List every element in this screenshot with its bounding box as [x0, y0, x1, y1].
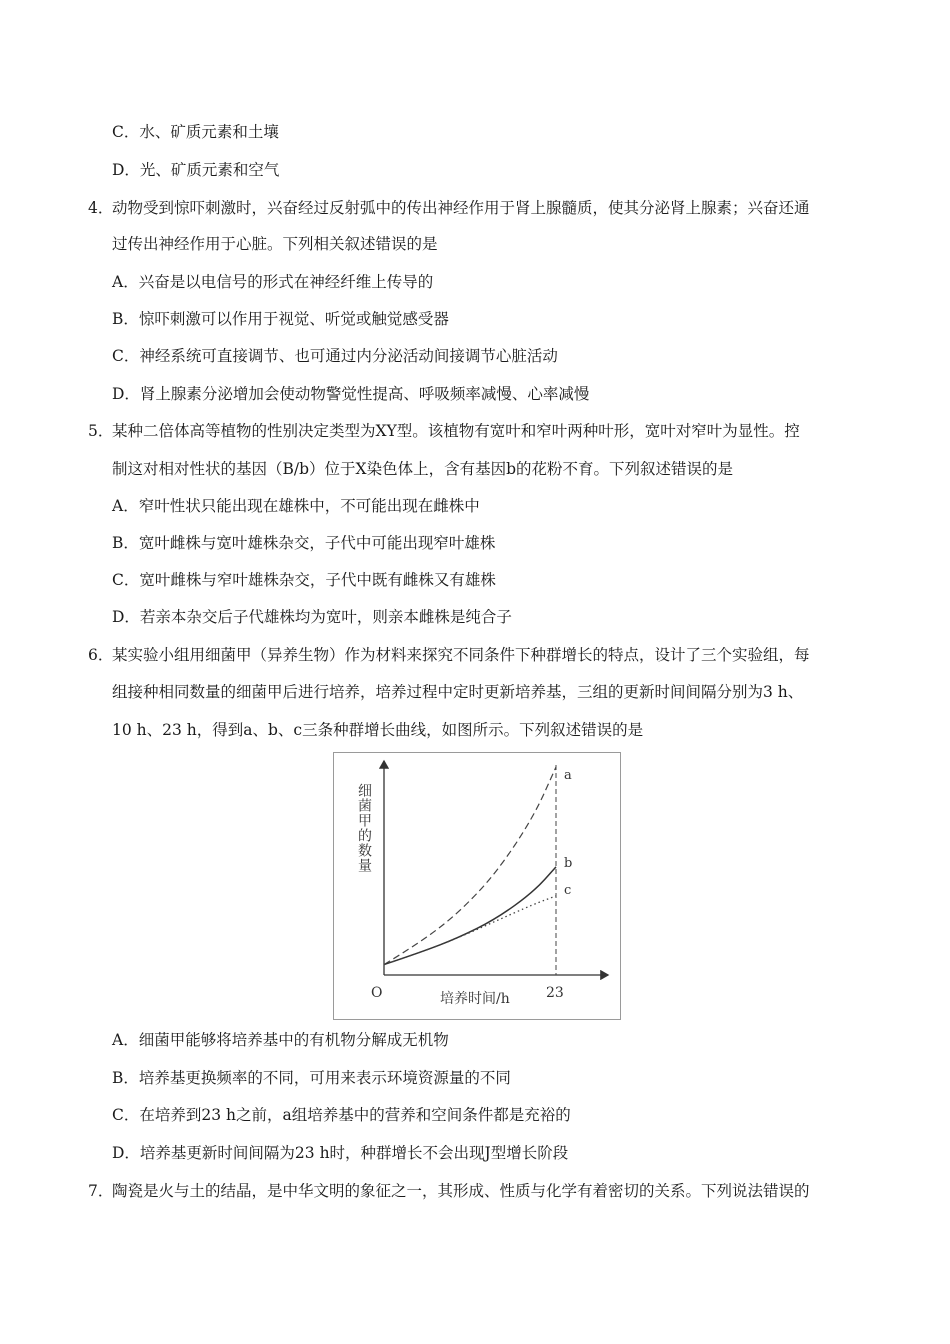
q5-option-a: A．窄叶性状只能出现在雄株中，不可能出现在雌株中 — [112, 497, 480, 515]
q6-stem-line1: 某实验小组用细菌甲（异养生物）作为材料来探究不同条件下种群增长的特点，设计了三个实验组，每 — [112, 646, 810, 664]
q4-stem-line1: 动物受到惊吓刺激时，兴奋经过反射弧中的传出神经作用于肾上腺髓质，使其分泌肾上腺素；兴奋还通 — [112, 199, 810, 217]
q6-option-b: B．培养基更换频率的不同，可用来表示环境资源量的不同 — [112, 1069, 511, 1087]
q7-number: 7． — [88, 1182, 114, 1200]
q6-option-d: D．培养基更新时间间隔为23 h时，种群增长不会出现J型增长阶段 — [112, 1144, 569, 1162]
q4-option-d: D．肾上腺素分泌增加会使动物警觉性提高、呼吸频率减慢、心率减慢 — [112, 385, 590, 403]
q3-option-d: D．光、矿质元素和空气 — [112, 161, 280, 179]
q4-number: 4． — [88, 199, 114, 217]
q3-option-c: C．水、矿质元素和土壤 — [112, 123, 279, 141]
q6-option-c: C．在培养到23 h之前，a组培养基中的营养和空间条件都是充裕的 — [112, 1106, 571, 1124]
growth-curve-chart — [334, 753, 620, 1019]
curve-label-a: a — [564, 768, 572, 783]
q5-option-c: C．宽叶雌株与窄叶雄株杂交，子代中既有雌株又有雄株 — [112, 571, 496, 589]
q6-stem-line2: 组接种相同数量的细菌甲后进行培养，培养过程中定时更新培养基，三组的更新时间间隔分别为3 h、 — [112, 683, 804, 701]
x-tick-23: 23 — [546, 985, 564, 1001]
q5-stem-line2: 制这对相对性状的基因（B/b）位于X染色体上，含有基因b的花粉不育。下列叙述错误的是 — [112, 460, 733, 478]
curve-label-b: b — [564, 855, 573, 871]
q4-stem-line2: 过传出神经作用于心脏。下列相关叙述错误的是 — [112, 235, 438, 253]
q6-stem-line3: 10 h、23 h，得到a、b、c三条种群增长曲线，如图所示。下列叙述错误的是 — [112, 721, 644, 739]
curve-a — [384, 767, 556, 965]
q4-option-b: B．惊吓刺激可以作用于视觉、听觉或触觉感受器 — [112, 310, 449, 328]
q7-stem-line1: 陶瓷是火与土的结晶，是中华文明的象征之一，其形成、性质与化学有着密切的关系。下列说法错误的 — [112, 1182, 810, 1200]
q4-option-a: A．兴奋是以电信号的形式在神经纤维上传导的 — [112, 273, 434, 291]
q5-option-b: B．宽叶雌株与宽叶雄株杂交，子代中可能出现窄叶雄株 — [112, 534, 496, 552]
curve-label-c: c — [564, 882, 572, 898]
origin-label: O — [371, 985, 383, 1001]
q5-stem-line1: 某种二倍体高等植物的性别决定类型为XY型。该植物有宽叶和窄叶两种叶形，宽叶对窄叶为显性。控 — [112, 422, 800, 440]
x-axis-label: 培养时间/h — [440, 991, 510, 1007]
q5-option-d: D．若亲本杂交后子代雄株均为宽叶，则亲本雌株是纯合子 — [112, 608, 512, 626]
q4-option-c: C．神经系统可直接调节、也可通过内分泌活动间接调节心脏活动 — [112, 347, 558, 365]
curve-b — [384, 867, 556, 965]
q5-number: 5． — [88, 422, 114, 440]
y-axis-label: 细菌甲的数量 — [356, 783, 372, 873]
curve-c — [384, 896, 556, 965]
q6-option-a: A．细菌甲能够将培养基中的有机物分解成无机物 — [112, 1031, 449, 1049]
growth-curve-figure — [333, 752, 621, 1020]
q6-number: 6． — [88, 646, 114, 664]
